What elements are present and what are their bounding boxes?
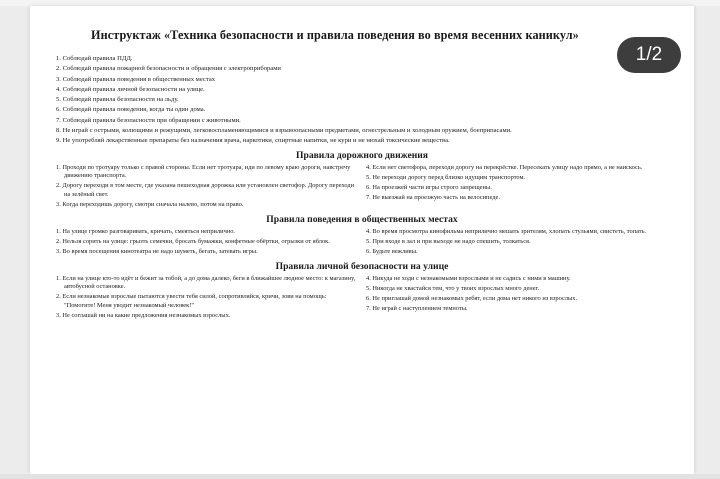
list-item: 6. На проезжей части игры строго запрещены. xyxy=(366,183,492,191)
section-title-public-places: Правила поведения в общественных местах xyxy=(266,213,458,225)
left-column xyxy=(56,164,356,211)
list-item: 3. Во время посещения кинотеатра не надо шуметь, бегать, затевать игры. xyxy=(56,247,258,255)
list-item: 5. Никогда не хвастайся тем, что у твоих взрослых много денег. xyxy=(366,284,540,292)
list-item: 4. Соблюдай правила личной безопасности на улице. xyxy=(56,85,205,93)
list-item: 1. Проходи по тротуару только с правой стороны. Если нет тротуара, иди по левому краю дороги, навстречу движению транспорта. xyxy=(56,163,351,180)
list-item: 4. Никуда не ходи с незнакомыми взрослыми и не садись с ними в машину. xyxy=(366,274,571,282)
section-title-personal-safety: Правила личной безопасности на улице xyxy=(275,260,449,272)
list-item: 1. На улице громко разговаривать, кричать, смеяться неприлично. xyxy=(56,227,236,235)
list-item: 5. При входе в зал и при выходе не надо спешить, толкаться. xyxy=(366,237,531,245)
document-content xyxy=(56,28,668,322)
intro-list xyxy=(56,54,668,147)
list-item: 1. Соблюдай правила ПДД. xyxy=(56,55,133,62)
list-item: 3. Не соглашай ни на какие предложения незнакомых взрослых. xyxy=(56,311,231,319)
section-title-traffic: Правила дорожного движения xyxy=(296,149,428,161)
section-public-places xyxy=(56,228,668,258)
list-item: 4. Во время просмотра кинофильма неприлично мешать зрителям, хлопать стульями, свистеть, топать. xyxy=(366,227,647,235)
right-column xyxy=(366,228,666,258)
section-personal-safety xyxy=(56,275,668,322)
list-item: 3. Соблюдай правила поведения в общественных местах xyxy=(56,75,216,83)
page-indicator-badge: 1/2 xyxy=(617,37,681,73)
list-item: 4. Если нет светофора, переходи дорогу на перекрёстке. Пересекать улицу надо прямо, а не наискось. xyxy=(366,163,643,171)
list-item: 2. Дорогу переходи в том месте, где указана пешеходная дорожка или установлен светофор. Дорогу переходи на зелёный свет. xyxy=(56,182,355,198)
list-item: 6. Соблюдай правила поведения, когда ты один дома. xyxy=(56,106,206,114)
bottom-strip xyxy=(0,474,720,479)
list-item: 9. Не употребляй лекарственные препараты без назначения врача, наркотики, спиртные напитки, не кури и не нюхай токсические вещества. xyxy=(56,137,450,145)
list-item: 5. Не переходи дорогу перед близко идущим транспортом. xyxy=(366,173,526,181)
list-item: 8. Не играй с острыми, колющими и режущими, легковоспламеняющимися и взрывоопасными предметами, огнестрельным и холодным оружием, боеприпасами. xyxy=(56,127,512,135)
left-column xyxy=(56,275,356,322)
list-item: 2. Соблюдай правила пожарной безопасности и обращения с электроприборами xyxy=(56,65,281,73)
list-item: 7. Соблюдай правила безопасности при обращении с животными. xyxy=(56,116,241,124)
list-item: 2. Если незнакомые взрослые пытаются увести тебя силой, сопротивляйся, кричи, зови на помощь: "Помогите! Меня уводит незнакомый человек!" xyxy=(56,293,327,309)
section-traffic xyxy=(56,164,668,211)
list-item: 2. Нельзя сорить на улице: грызть семечки, бросать бумажки, конфетные обёртки, огрызки от яблок. xyxy=(56,237,330,245)
left-column xyxy=(56,228,356,258)
document-image[interactable] xyxy=(30,6,694,474)
list-item: 6. Не приглашай домой незнакомых ребят, если дома нет никого из взрослых. xyxy=(366,294,578,302)
list-item: 3. Когда переходишь дорогу, смотри сначала налево, потом на право. xyxy=(56,200,244,208)
list-item: 5. Соблюдай правила безопасности на льду. xyxy=(56,96,179,104)
document-title: Инструктаж «Техника безопасности и правила поведения во время весенних каникул» xyxy=(91,28,579,42)
list-item: 7. Не выезжай на проезжую часть на велосипеде. xyxy=(366,193,500,201)
right-column xyxy=(366,275,666,322)
list-item: 7. Не играй с наступлением темноты. xyxy=(366,304,468,312)
list-item: 6. Будьте вежливы. xyxy=(366,247,418,255)
list-item: 1. Если на улице кто-то идёт и бежит за тобой, а до дома далеко, беги в ближайшее людное место: к магазину, автобусной остановке. xyxy=(56,274,356,291)
right-column xyxy=(366,164,666,211)
